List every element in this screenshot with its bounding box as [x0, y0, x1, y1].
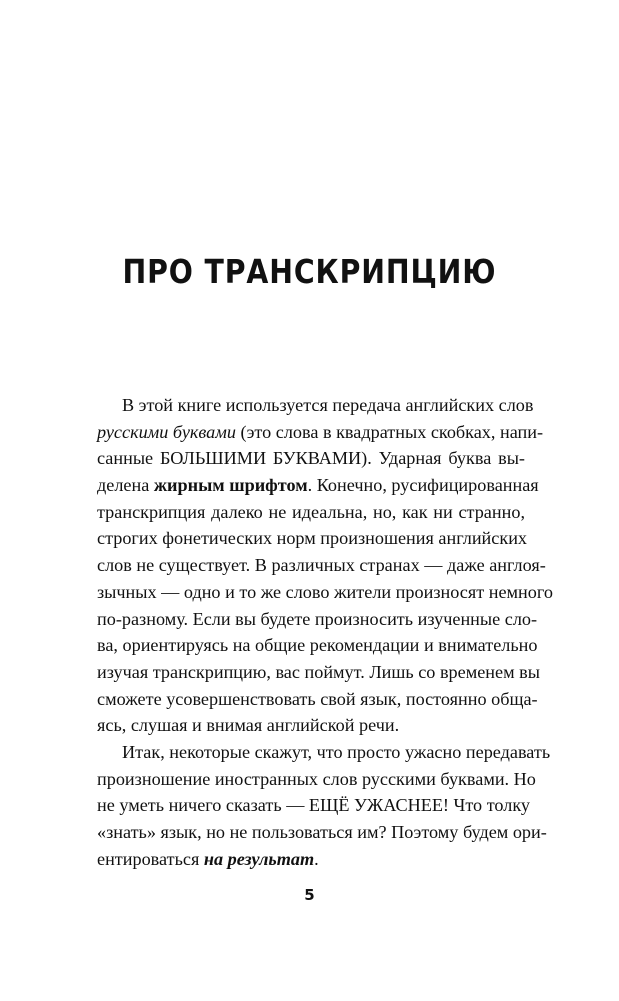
- text-line: зычных — одно и то же слово жители произносят немного: [97, 581, 553, 602]
- bold-phrase: жирным шрифтом: [153, 475, 308, 496]
- text-segment: Итак, некоторые скажут, что просто ужасно передавать: [122, 741, 551, 762]
- bold-italic-phrase: на результат: [203, 848, 315, 869]
- text-segment: . Конечно, русифицированная: [307, 475, 539, 496]
- text-line: [97, 392, 534, 419]
- text-line: [97, 419, 544, 446]
- text-line: не уметь ничего сказать — ЕЩЁ УЖАСНЕЕ! Что толку: [97, 795, 531, 816]
- text-line: сможете усовершенствовать свой язык, постоянно обща-: [97, 688, 538, 709]
- text-line: [97, 846, 525, 873]
- body-text: [97, 392, 553, 872]
- text-line: «знать» язык, но не пользоваться им? Поэтому будем ори-: [97, 822, 547, 842]
- italic-phrase: русскими буквами: [97, 421, 236, 442]
- text-line: ва, ориентируясь на общие рекомендации и внимательно: [97, 635, 538, 656]
- text-segment: (это слова в квадратных скобках, напи-: [235, 421, 544, 442]
- text-line: строгих фонетических норм произношения английских: [97, 528, 528, 549]
- text-line: изучая транскрипцию, вас поймут. Лишь со временем вы: [97, 661, 540, 682]
- page-number: 5: [304, 886, 315, 904]
- text-line: по-разному. Если вы будете произносить изученные сло-: [97, 608, 538, 629]
- text-line: [97, 739, 551, 766]
- text-line: [97, 472, 539, 499]
- text-segment: В этой книге используется передача английских слов: [122, 395, 534, 415]
- text-line: санные БОЛЬШИМИ БУКВАМИ). Ударная буква вы-: [97, 448, 525, 469]
- text-segment: ентироваться: [97, 848, 204, 869]
- text-line: произношение иностранных слов русскими буквами. Но: [97, 768, 536, 789]
- text-line: слов не существует. В различных странах — даже англоя-: [97, 555, 546, 576]
- paragraph-2: [97, 739, 551, 872]
- text-segment: делена: [97, 475, 154, 496]
- page-title: ПРО ТРАНСКРИПЦИЮ: [122, 252, 497, 291]
- text-line: ясь, слушая и внимая английской речи.: [97, 715, 400, 736]
- text-line: транскрипция далеко не идеальна, но, как ни странно,: [97, 501, 525, 522]
- paragraph-1: [97, 392, 553, 739]
- text-segment: .: [314, 848, 319, 869]
